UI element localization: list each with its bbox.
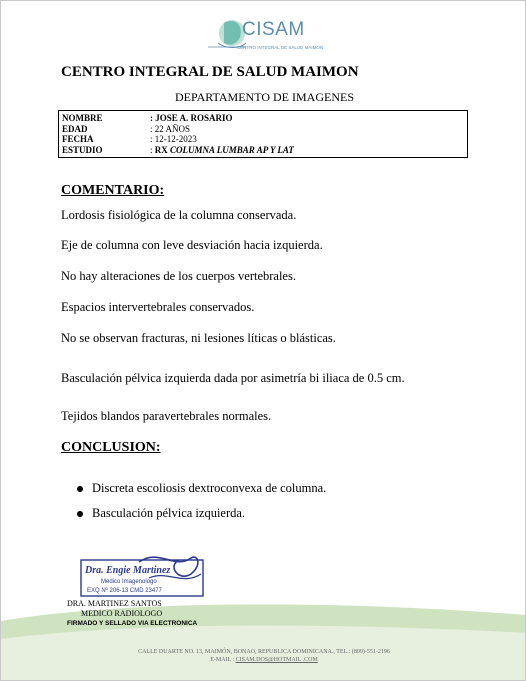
stamp-role: Medico Imagenologo: [101, 579, 157, 585]
patient-name-row: [62, 113, 467, 124]
comment-heading: COMENTARIO:: [61, 183, 165, 198]
page-title: CENTRO INTEGRAL DE SALUD MAIMON: [61, 64, 359, 80]
footer-email-link[interactable]: CISAM.DOS@HOTMAIL .COM: [235, 657, 318, 663]
bullet-icon: [77, 511, 83, 517]
comment-line: Tejidos blandos paravertebrales normales.: [61, 409, 272, 423]
patient-age-row: [62, 124, 467, 135]
doctor-stamp: [79, 552, 209, 600]
patient-date-row: [62, 134, 467, 145]
comment-line: Basculación pélvica izquierda dada por asimetría bi iliaca de 0.5 cm.: [61, 371, 405, 385]
name-value: : JOSE A. ROSARIO: [150, 113, 233, 123]
date-label: FECHA: [62, 134, 94, 145]
study-label: ESTUDIO: [62, 144, 103, 155]
comment-line: No hay alteraciones de los cuerpos vertebrales.: [61, 269, 296, 283]
study-value: COLUMNA LUMBAR AP Y LAT: [170, 144, 294, 155]
date-value: : 12-12-2023: [150, 134, 197, 145]
name-label: NOMBRE: [62, 113, 103, 123]
conclusion-heading: CONCLUSION:: [61, 440, 161, 455]
logo-name: CISAM: [242, 19, 305, 40]
patient-info-box: [58, 110, 468, 158]
study-rx: RX: [154, 144, 171, 155]
comment-line: Espacios intervertebrales conservados.: [61, 300, 255, 314]
stamp-name: Dra. Engie Martinez: [85, 565, 171, 576]
comment-line: Lordosis fisiológica de la columna conservada.: [61, 208, 297, 222]
age-value: : 22 AÑOS: [150, 123, 191, 134]
stamp-license: EXQ Nº 206-13 CMD 23477: [87, 588, 162, 594]
logo-subtitle: CENTRO INTEGRAL DE SALUD MAIMON: [237, 45, 324, 50]
comment-line: Eje de columna con leve desviación hacia izquierda.: [61, 238, 323, 252]
signature-name: DRA. MARTINEZ SANTOS: [67, 599, 162, 608]
signature-title: MEDICO RADIOLOGO: [81, 609, 163, 618]
patient-study-row: [62, 145, 467, 156]
age-label: EDAD: [62, 123, 88, 134]
footer-contact: [1, 657, 526, 663]
department-title: DEPARTAMENTO DE IMAGENES: [175, 90, 354, 104]
conclusion-item: Discreta escoliosis dextroconvexa de columna.: [92, 481, 327, 495]
study-separator: :: [150, 144, 155, 155]
signature-note: FIRMADO Y SELLADO VIA ELECTRONICA: [67, 620, 198, 627]
footer-email-label: E-MAIL :: [210, 657, 236, 663]
footer-address: CALLE DUARTE NO. 13, MAIMÓN, BONAO, REPUBLICA DOMINICANA., TEL.: (809)-551-2196: [138, 649, 390, 655]
bullet-icon: [77, 486, 83, 492]
footer-wave: [1, 599, 526, 681]
comment-line: No se observan fracturas, ni lesiones líticas o blásticas.: [61, 331, 336, 345]
conclusion-item: Basculación pélvica izquierda.: [92, 506, 246, 520]
